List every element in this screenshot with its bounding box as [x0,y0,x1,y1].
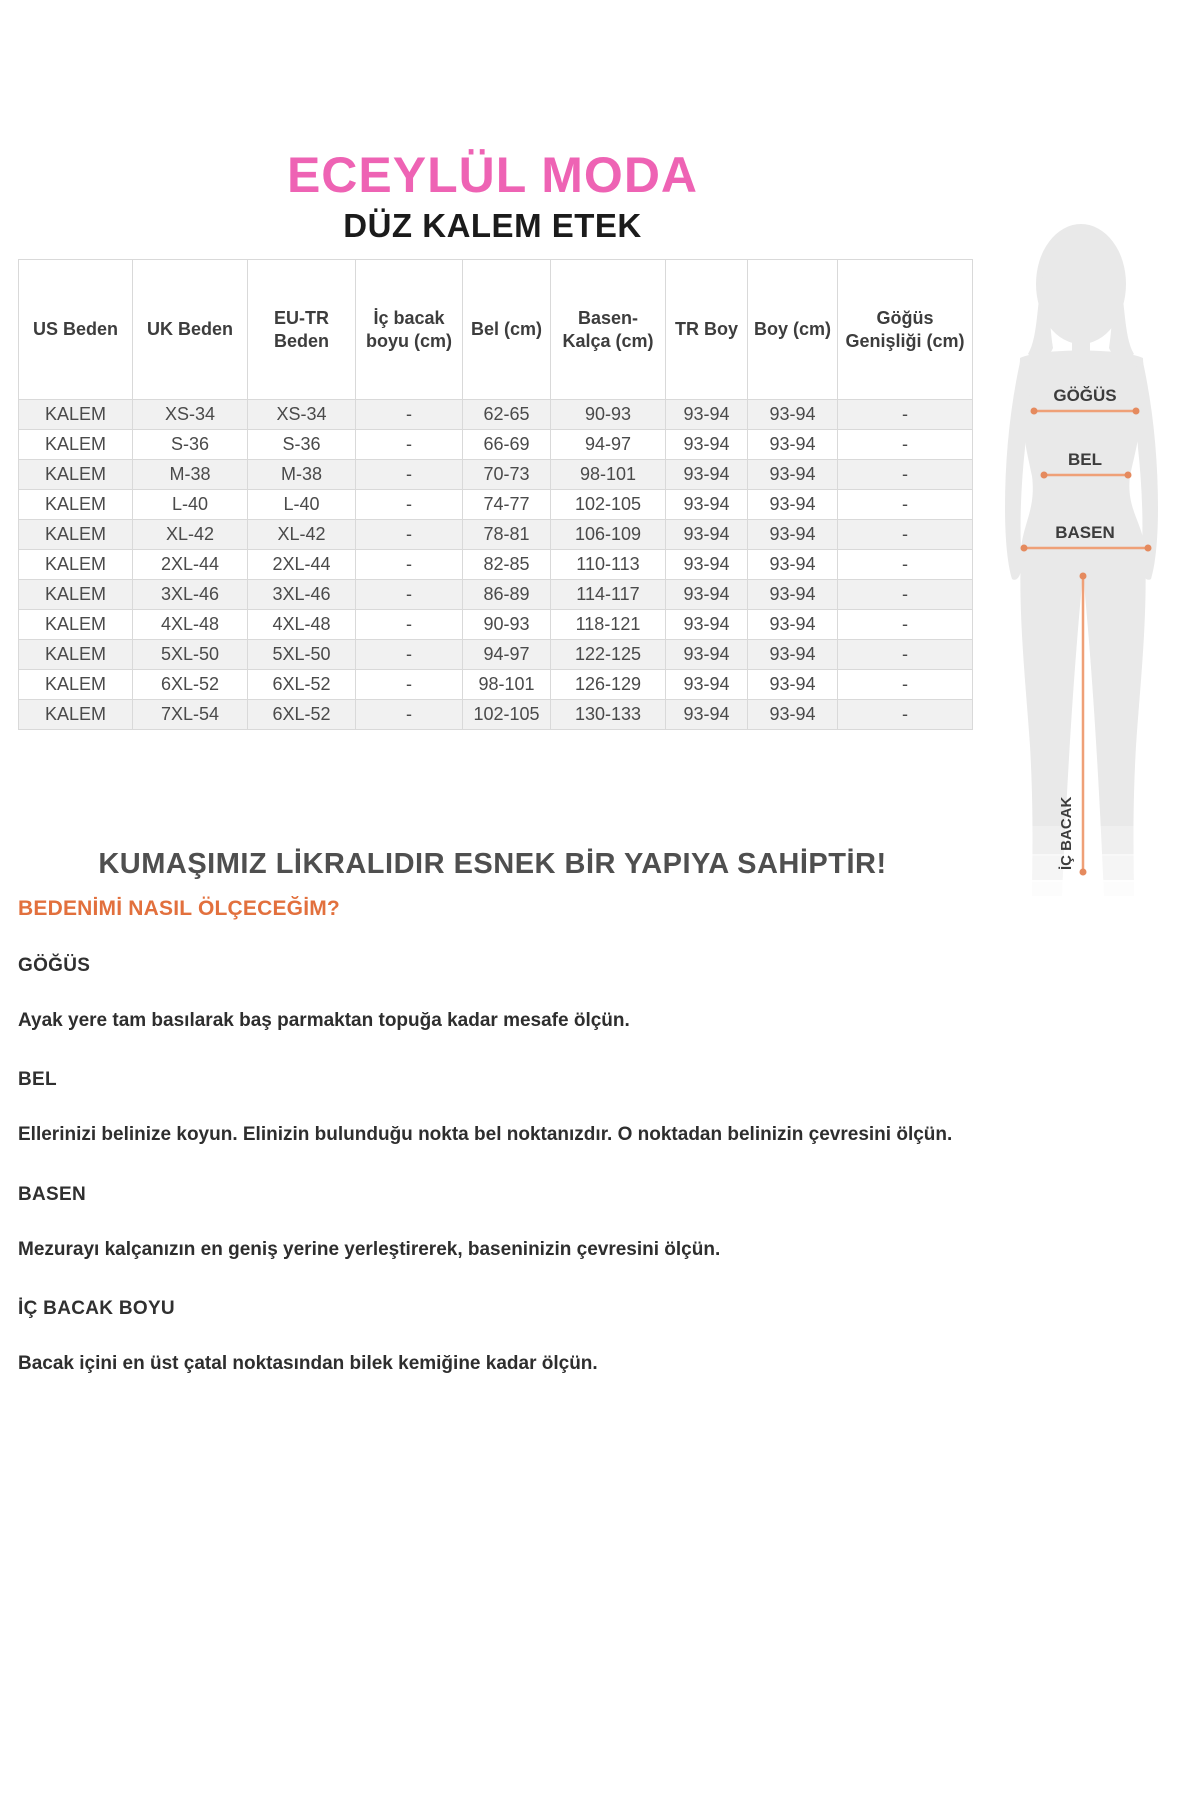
size-cell: S-36 [248,430,356,460]
size-cell: 74-77 [463,490,551,520]
size-cell: 90-93 [551,400,666,430]
size-cell: - [356,400,463,430]
size-cell: 98-101 [463,670,551,700]
size-cell: KALEM [19,580,133,610]
size-cell: - [356,520,463,550]
size-cell: - [838,700,973,730]
size-cell: 93-94 [748,700,838,730]
size-chart-header [19,260,973,400]
size-cell: 93-94 [748,430,838,460]
size-cell: KALEM [19,400,133,430]
column-header: İç bacak boyu (cm) [356,260,463,400]
size-chart-body [19,400,973,730]
size-chart-table [18,259,973,730]
size-cell: - [838,490,973,520]
size-cell: KALEM [19,550,133,580]
size-cell: 110-113 [551,550,666,580]
size-cell: 78-81 [463,520,551,550]
product-title: DÜZ KALEM ETEK [343,207,642,244]
size-cell: 126-129 [551,670,666,700]
size-cell: 6XL-52 [133,670,248,700]
size-cell: - [356,700,463,730]
size-cell: KALEM [19,520,133,550]
size-cell: - [838,670,973,700]
size-row [19,670,973,700]
column-header: Boy (cm) [748,260,838,400]
size-cell: L-40 [248,490,356,520]
size-cell: KALEM [19,640,133,670]
size-cell: 4XL-48 [248,610,356,640]
size-cell: 93-94 [748,580,838,610]
size-cell: KALEM [19,700,133,730]
size-cell: 93-94 [748,460,838,490]
size-row [19,490,973,520]
size-cell: XL-42 [133,520,248,550]
size-cell: - [838,640,973,670]
size-cell: 93-94 [748,520,838,550]
section-text-bel: Ellerinizi belinize koyun. Elinizin bulunduğu nokta bel noktanızdır. O noktadan belinizin çevresini ölçün. [18,1124,953,1146]
size-cell: - [356,490,463,520]
size-cell: 6XL-52 [248,670,356,700]
size-row [19,700,973,730]
size-cell: 93-94 [666,640,748,670]
size-cell: 93-94 [666,460,748,490]
size-cell: 93-94 [666,670,748,700]
column-header: UK Beden [133,260,248,400]
size-cell: - [356,670,463,700]
size-cell: 93-94 [666,580,748,610]
section-text-basen: Mezurayı kalçanızın en geniş yerine yerleştirerek, baseninizin çevresini ölçün. [18,1238,721,1260]
size-cell: 93-94 [748,610,838,640]
section-title-gogus: GÖĞÜS [18,954,91,976]
size-cell: 93-94 [748,490,838,520]
size-cell: 93-94 [748,400,838,430]
fabric-note: KUMAŞIMIZ LİKRALIDIR ESNEK BİR YAPIYA SAHİPTİR! [98,848,887,880]
female-silhouette-icon [988,186,1193,916]
section-text-ic-bacak: Bacak içini en üst çatal noktasından bilek kemiğine kadar ölçün. [18,1353,598,1375]
figure-chest-label: GÖĞÜS [1053,386,1117,405]
size-cell: - [356,640,463,670]
size-cell: L-40 [133,490,248,520]
size-cell: - [356,610,463,640]
size-cell: - [838,460,973,490]
size-row [19,610,973,640]
main-column [0,0,970,887]
size-cell: 93-94 [748,670,838,700]
size-cell: 93-94 [666,550,748,580]
size-cell: - [838,610,973,640]
size-cell: 93-94 [666,700,748,730]
size-cell: KALEM [19,610,133,640]
size-cell: - [356,430,463,460]
size-row [19,580,973,610]
size-cell: XL-42 [248,520,356,550]
size-cell: 5XL-50 [248,640,356,670]
size-cell: - [838,400,973,430]
size-cell: 3XL-46 [133,580,248,610]
guide-heading: BEDENİMİ NASIL ÖLÇECEĞİM? [18,896,340,920]
figure-hip-label: BASEN [1055,523,1115,542]
size-cell: KALEM [19,460,133,490]
brand-title: ECEYLÜL MODA [286,147,699,203]
size-cell: - [838,520,973,550]
size-cell: 2XL-44 [248,550,356,580]
size-cell: S-36 [133,430,248,460]
size-cell: 6XL-52 [248,700,356,730]
size-cell: - [356,460,463,490]
column-header: US Beden [19,260,133,400]
body-silhouette-figure [988,186,1193,916]
size-cell: 130-133 [551,700,666,730]
size-cell: 94-97 [551,430,666,460]
size-row [19,520,973,550]
size-cell: 86-89 [463,580,551,610]
size-cell: 98-101 [551,460,666,490]
size-cell: XS-34 [248,400,356,430]
size-cell: M-38 [133,460,248,490]
size-cell: 106-109 [551,520,666,550]
size-cell: KALEM [19,670,133,700]
size-cell: 70-73 [463,460,551,490]
measurement-guide [0,897,1150,1379]
size-cell: 93-94 [666,400,748,430]
size-cell: 93-94 [748,640,838,670]
size-cell: 102-105 [463,700,551,730]
size-row [19,400,973,430]
size-cell: 93-94 [666,520,748,550]
figure-waist-label: BEL [1068,450,1102,469]
size-cell: M-38 [248,460,356,490]
size-cell: XS-34 [133,400,248,430]
size-cell: 93-94 [666,490,748,520]
size-cell: 7XL-54 [133,700,248,730]
size-cell: KALEM [19,430,133,460]
figure-inseam-label: İÇ BACAK [1058,796,1075,870]
size-cell: 93-94 [666,430,748,460]
size-cell: 82-85 [463,550,551,580]
size-cell: 2XL-44 [133,550,248,580]
size-cell: 62-65 [463,400,551,430]
size-cell: - [356,550,463,580]
section-title-basen: BASEN [18,1183,87,1205]
column-header: Göğüs Genişliği (cm) [838,260,973,400]
size-row [19,460,973,490]
column-header: TR Boy [666,260,748,400]
size-cell: 66-69 [463,430,551,460]
column-header: Basen-Kalça (cm) [551,260,666,400]
size-cell: - [838,550,973,580]
size-cell: 4XL-48 [133,610,248,640]
size-cell: 5XL-50 [133,640,248,670]
size-cell: 93-94 [748,550,838,580]
size-cell: 94-97 [463,640,551,670]
size-cell: 3XL-46 [248,580,356,610]
size-cell: 118-121 [551,610,666,640]
size-cell: - [838,430,973,460]
size-row [19,550,973,580]
size-row [19,430,973,460]
size-cell: - [838,580,973,610]
size-cell: 102-105 [551,490,666,520]
section-text-gogus: Ayak yere tam basılarak baş parmaktan topuğa kadar mesafe ölçün. [18,1009,630,1031]
size-cell: - [356,580,463,610]
size-cell: 93-94 [666,610,748,640]
size-cell: 114-117 [551,580,666,610]
size-row [19,640,973,670]
size-cell: 90-93 [463,610,551,640]
section-title-ic-bacak: İÇ BACAK BOYU [18,1298,175,1320]
size-cell: KALEM [19,490,133,520]
column-header: Bel (cm) [463,260,551,400]
section-title-bel: BEL [18,1069,57,1091]
column-header: EU-TR Beden [248,260,356,400]
size-cell: 122-125 [551,640,666,670]
